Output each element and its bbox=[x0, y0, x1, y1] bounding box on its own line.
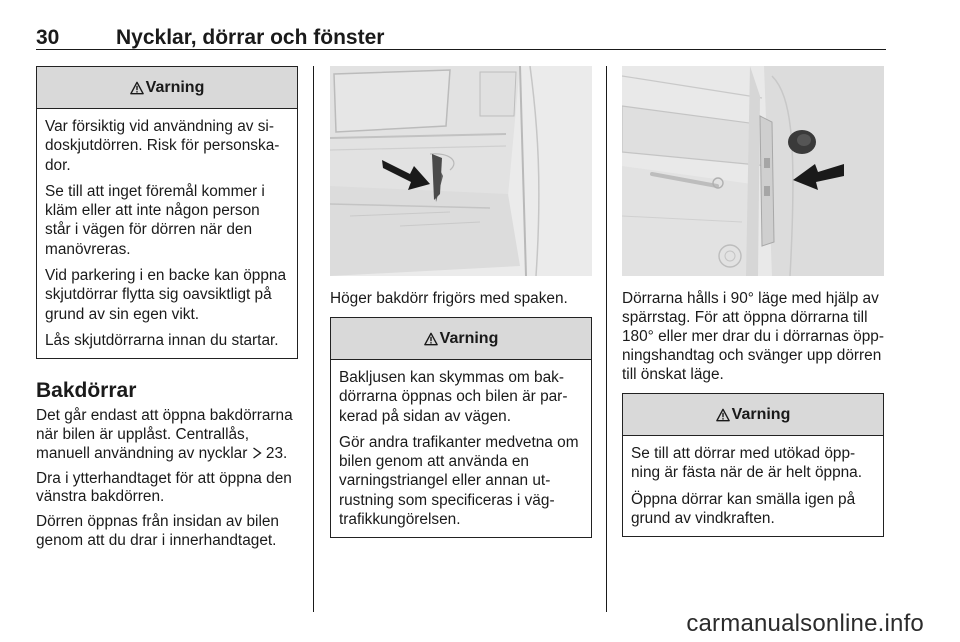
page-number: 30 bbox=[36, 26, 60, 49]
warning-header bbox=[623, 394, 883, 436]
warning-label: Varning bbox=[731, 405, 791, 423]
column-2 bbox=[330, 66, 592, 538]
door-check-strap-illustration bbox=[622, 66, 884, 276]
page-title: Nycklar, dörrar och fönster bbox=[116, 26, 385, 49]
body-paragraph: Dra i ytterhandtaget för att öppna den vänstra bakdörren. bbox=[36, 469, 292, 506]
warning-header bbox=[331, 318, 591, 360]
page-reference-link[interactable]: 23. bbox=[265, 444, 288, 462]
warning-paragraph: Gör andra trafikanter medvetna om bilen genom att använda en varningstriangel eller annan utrustning som specificeras i vägtrafikkungörelsen. bbox=[339, 433, 579, 529]
warning-box-sliding-door bbox=[36, 66, 298, 359]
warning-triangle-icon bbox=[716, 408, 730, 422]
warning-paragraph: Se till att inget föremål kommer i kläm eller att inte någon person står i vägen för dörren när den manövreras. bbox=[45, 182, 265, 258]
column-divider-1 bbox=[313, 66, 314, 612]
arrow-reference-icon bbox=[252, 447, 262, 459]
warning-box-extended-opening bbox=[622, 393, 884, 537]
warning-triangle-icon bbox=[130, 81, 144, 95]
warning-triangle-icon bbox=[424, 332, 438, 346]
column-3 bbox=[622, 66, 884, 537]
warning-body bbox=[331, 360, 591, 537]
warning-paragraph: Öppna dörrar kan smälla igen på grund av vindkraften. bbox=[631, 490, 856, 527]
warning-box-tail-lights bbox=[330, 317, 592, 538]
rear-door-release-lever-illustration bbox=[330, 66, 592, 276]
warning-paragraph: Se till att dörrar med utökad öppning är fästa när de är helt öppna. bbox=[631, 445, 863, 482]
warning-label: Varning bbox=[439, 329, 499, 347]
figure-caption: Dörrarna hålls i 90° läge med hjälp av spärrstag. För att öppna dörrarna till 180° eller mer drar du i dörrarnas öppningshandtag och svänger upp dörren till önskat läge. bbox=[622, 290, 884, 383]
body-paragraph-text: Det går endast att öppna bakdörrarna när bilen är upplåst. Centrallås, manuell användning av nycklar bbox=[36, 407, 293, 462]
warning-body bbox=[623, 436, 883, 536]
warning-body bbox=[37, 109, 297, 358]
column-divider-2 bbox=[606, 66, 607, 612]
body-paragraph bbox=[36, 407, 298, 463]
warning-label: Varning bbox=[145, 78, 205, 96]
warning-header bbox=[37, 67, 297, 109]
section-title-rear-doors: Bakdörrar bbox=[36, 379, 137, 403]
column-1 bbox=[36, 66, 298, 557]
warning-paragraph: Lås skjutdörrarna innan du startar. bbox=[45, 331, 279, 349]
warning-paragraph: Bakljusen kan skymmas om bakdörrarna öppnas och bilen är parkerad på sidan av vägen. bbox=[339, 369, 568, 425]
header-divider bbox=[36, 49, 886, 50]
page-header bbox=[36, 8, 886, 50]
warning-paragraph: Var försiktig vid användning av sidoskjutdörren. Risk för personskador. bbox=[45, 118, 280, 174]
warning-paragraph: Vid parkering i en backe kan öppna skjutdörrar flytta sig oavsiktligt på grund av sin egen vikt. bbox=[45, 267, 287, 323]
body-paragraph: Dörren öppnas från insidan av bilen genom att du drar i innerhandtaget. bbox=[36, 513, 279, 550]
watermark: carmanualsonline.info bbox=[686, 610, 924, 637]
figure-caption: Höger bakdörr frigörs med spaken. bbox=[330, 290, 568, 307]
